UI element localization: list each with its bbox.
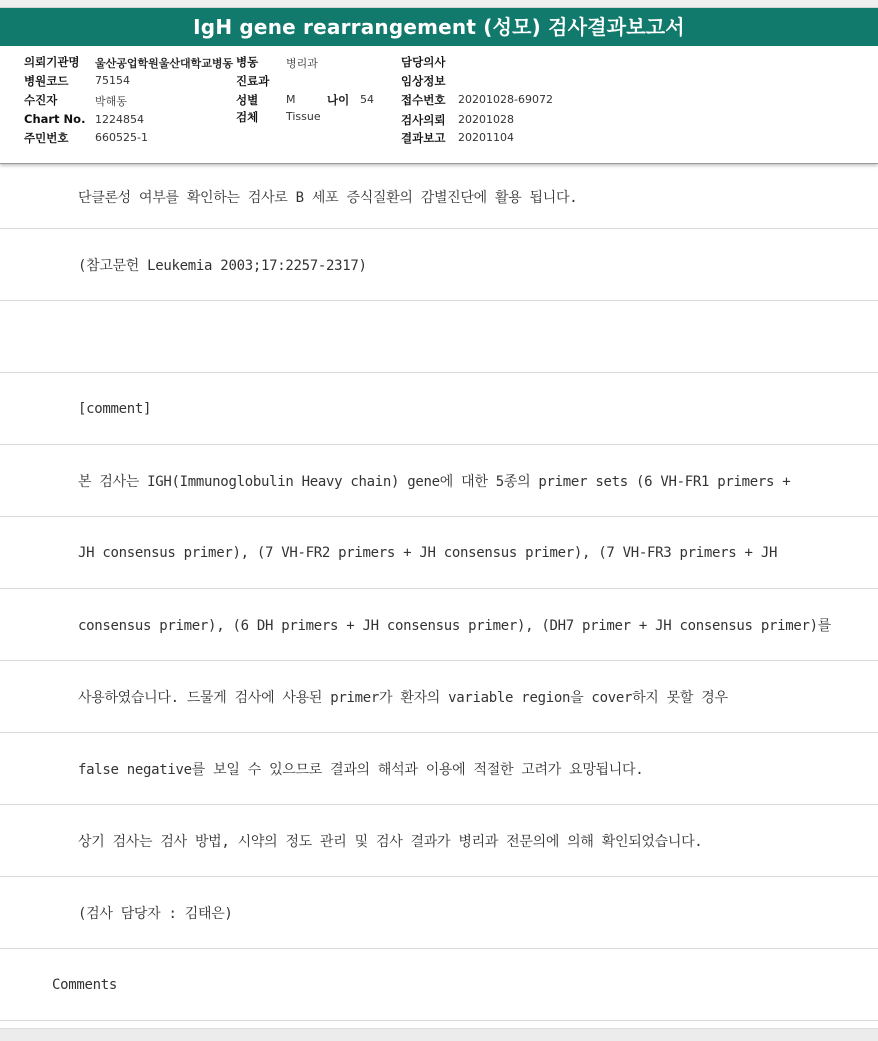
institution-label: 의뢰기관명 [24,55,80,69]
top-strip [0,0,878,8]
content-line: 본 검사는 IGH(Immunoglobulin Heavy chain) gene에 대한 5종의 primer sets (6 VH-FR1 primers + [0,445,878,517]
receipt-no-label: 접수번호 [401,93,446,107]
content-line: consensus primer), (6 DH primers + JH consensus primer), (DH7 primer + JH consensus primer)를 [0,589,878,661]
receipt-no-value: 20201028-69072 [458,93,553,106]
report-title: IgH gene rearrangement (성모) 검사결과보고서 [0,8,878,46]
content-line: 단클론성 여부를 확인하는 검사로 B 세포 증식질환의 감별진단에 활용 됩니다. [0,165,878,229]
clinical-info-label: 임상정보 [401,74,446,88]
specimen-value: Tissue [286,110,321,123]
request-value: 20201028 [458,113,514,126]
request-label: 검사의뢰 [401,113,446,127]
chart-no-value: 1224854 [95,113,144,126]
bottom-strip [0,1028,878,1041]
content-line: (참고문헌 Leukemia 2003;17:2257-2317) [0,229,878,301]
content-line: JH consensus primer), (7 VH-FR2 primers + JH consensus primer), (7 VH-FR3 primers + JH [0,517,878,589]
chart-no-label: Chart No. [24,112,86,126]
examinee-label: 수진자 [24,93,58,107]
age-value: 54 [360,93,374,106]
age-label: 나이 [327,93,350,107]
content-line: (검사 담당자 : 김태은) [0,877,878,949]
comments-label: Comments [0,949,878,1021]
content-line [0,301,878,373]
ward-label: 병동 [236,55,259,69]
examinee-value: 박해동 [95,95,127,108]
dept-label: 진료과 [236,74,270,88]
content-line: false negative를 보일 수 있으므로 결과의 해석과 이용에 적절한 고려가 요망됩니다. [0,733,878,805]
hospital-code-label: 병원코드 [24,74,69,88]
report-content[interactable] [0,165,878,1028]
ward-value: 병리과 [286,57,318,70]
hospital-code-value: 75154 [95,74,130,87]
report-date-label: 결과보고 [401,131,446,145]
specimen-label: 검체 [236,110,259,124]
sex-label: 성별 [236,93,259,107]
institution-value: 울산공업학원울산대학교병동 [95,57,234,70]
content-line: 사용하였습니다. 드물게 검사에 사용된 primer가 환자의 variable region을 cover하지 못할 경우 [0,661,878,733]
rrn-label: 주민번호 [24,131,69,145]
rrn-value: 660525-1 [95,131,148,144]
patient-info-panel [0,46,878,164]
content-line: [comment] [0,373,878,445]
sex-value: M [286,93,296,106]
attending-label: 담당의사 [401,55,446,69]
report-date-value: 20201104 [458,131,514,144]
content-line: 상기 검사는 검사 방법, 시약의 정도 관리 및 검사 결과가 병리과 전문의에 의해 확인되었습니다. [0,805,878,877]
